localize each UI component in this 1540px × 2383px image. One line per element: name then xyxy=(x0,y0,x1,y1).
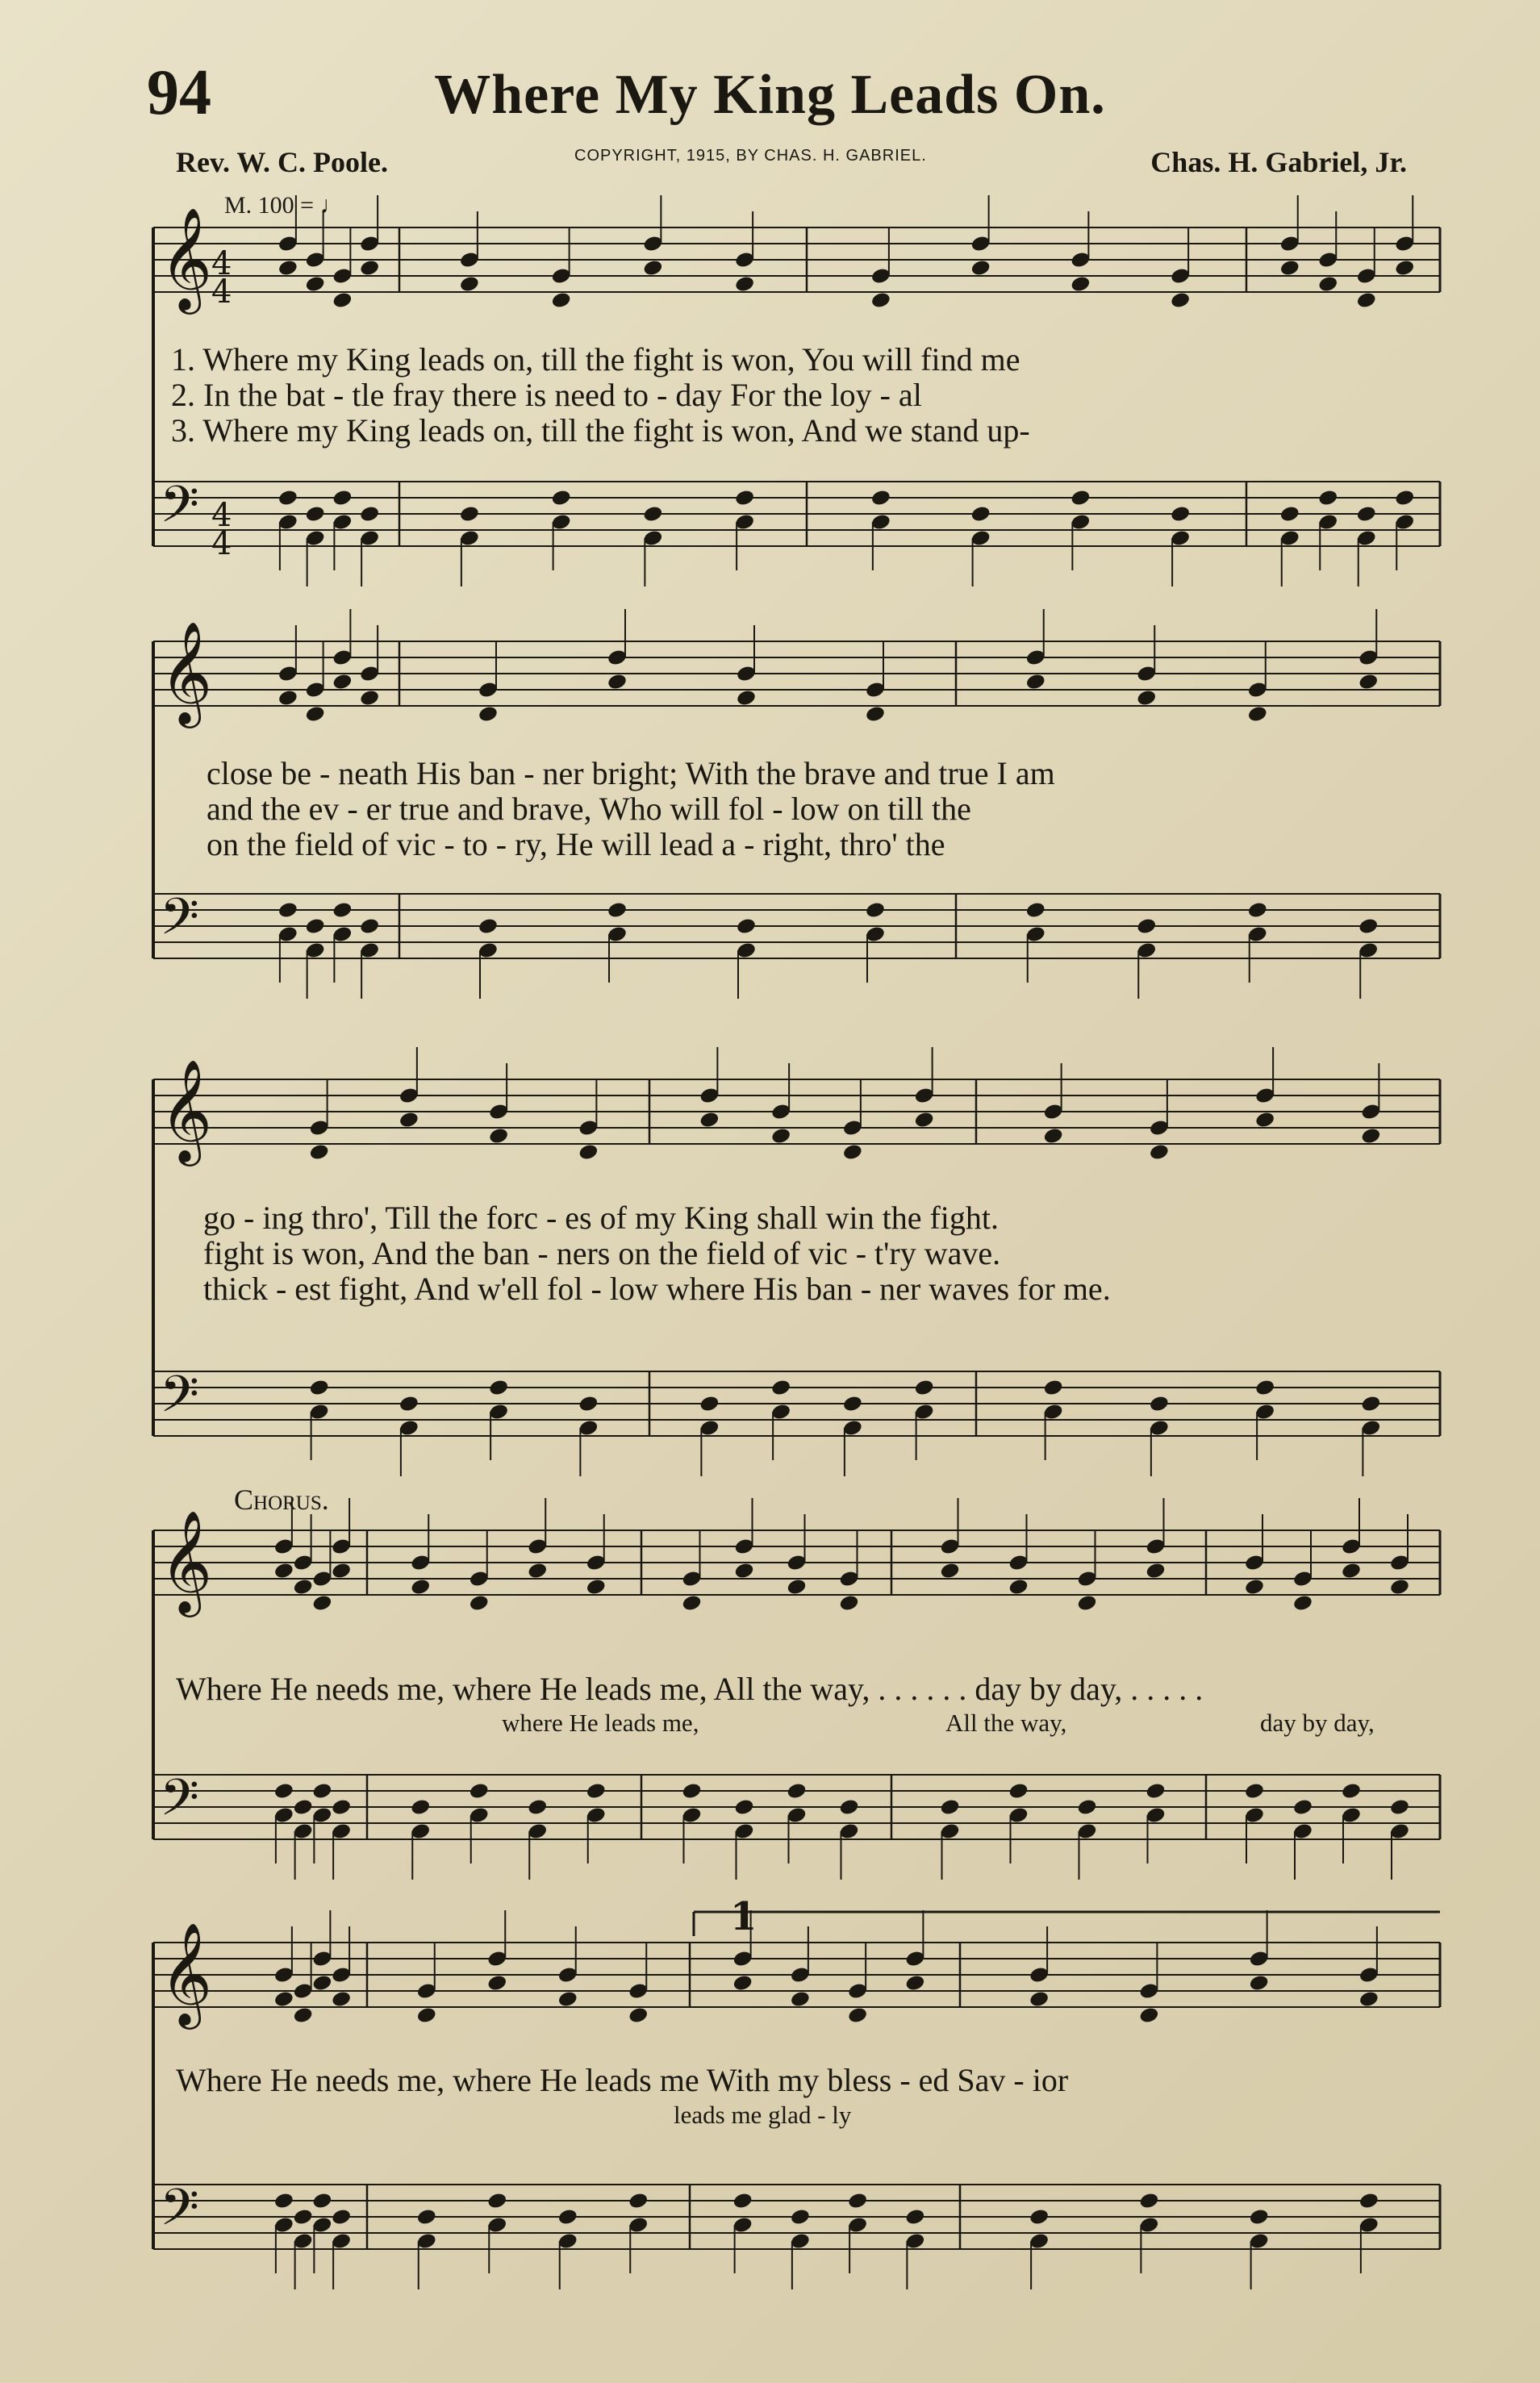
bass-clef-icon: 𝄢 xyxy=(160,2177,199,2249)
notehead xyxy=(939,1798,960,1817)
time-signature-top: 4 xyxy=(211,245,232,282)
notehead xyxy=(786,1578,807,1596)
notehead xyxy=(1043,1379,1064,1397)
notehead xyxy=(359,917,380,936)
notehead xyxy=(970,259,991,278)
time-signature-bottom: 4 xyxy=(211,273,232,311)
notehead xyxy=(311,2192,332,2210)
notehead xyxy=(478,705,499,724)
notehead xyxy=(865,705,886,724)
notehead xyxy=(607,901,628,920)
notehead xyxy=(733,1562,754,1580)
notehead xyxy=(642,505,663,524)
notehead xyxy=(628,2006,649,2025)
verse-2-line-1: 2. In the bat - tle fray there is need to - day For the loy - al xyxy=(171,377,922,413)
notehead xyxy=(1389,1578,1410,1596)
notehead xyxy=(681,1782,702,1801)
notehead xyxy=(1247,901,1268,920)
notehead xyxy=(578,1143,599,1162)
notehead xyxy=(305,505,326,524)
notehead xyxy=(1247,705,1268,724)
notehead xyxy=(278,901,298,920)
notehead xyxy=(1145,1562,1166,1580)
notehead xyxy=(1149,1395,1170,1413)
hymn-title: Where My King Leads On. xyxy=(434,64,1106,126)
notehead xyxy=(331,1562,352,1580)
notehead xyxy=(1356,291,1377,310)
notehead xyxy=(273,2192,294,2210)
notehead xyxy=(416,2208,437,2226)
copyright-notice: COPYRIGHT, 1915, BY CHAS. H. GABRIEL. xyxy=(574,147,927,165)
notehead xyxy=(1008,1782,1029,1801)
notehead xyxy=(488,1379,509,1397)
notehead xyxy=(1136,689,1157,707)
notehead xyxy=(1008,1578,1029,1596)
notehead xyxy=(790,1990,811,2009)
notehead xyxy=(399,1111,419,1129)
notehead xyxy=(607,673,628,691)
notehead xyxy=(469,1782,490,1801)
notehead xyxy=(842,1395,863,1413)
notehead xyxy=(331,1798,352,1817)
notehead xyxy=(847,2192,868,2210)
notehead xyxy=(1025,901,1046,920)
chorus-label: Chorus. xyxy=(234,1484,329,1516)
notehead xyxy=(1254,1111,1275,1129)
notehead xyxy=(273,1782,294,1801)
notehead xyxy=(527,1562,548,1580)
verse-1-line-3: go - ing thro', Till the forc - es of my King shall win the fight. xyxy=(203,1200,1000,1236)
notehead xyxy=(332,291,353,310)
notehead xyxy=(870,291,891,310)
notehead xyxy=(332,901,353,920)
notehead xyxy=(904,1974,925,1993)
notehead xyxy=(1292,1594,1313,1613)
notehead xyxy=(359,259,380,278)
notehead xyxy=(1149,1143,1170,1162)
notehead xyxy=(904,2208,925,2226)
time-signature-bottom: 4 xyxy=(211,525,232,562)
notehead xyxy=(1145,1782,1166,1801)
notehead xyxy=(557,1990,578,2009)
notehead xyxy=(628,2192,649,2210)
chorus-line-2: Where He needs me, where He leads me With my bless - ed Sav - ior xyxy=(176,2062,1069,2098)
treble-clef-icon: 𝄞 xyxy=(160,1922,213,2025)
chorus-line-1: Where He needs me, where He leads me, All the way, . . . . . . day by day, . . . . . xyxy=(176,1671,1204,1707)
notehead xyxy=(1389,1798,1410,1817)
notehead xyxy=(1029,1990,1050,2009)
notehead xyxy=(1356,505,1377,524)
notehead xyxy=(305,917,326,936)
notehead xyxy=(1138,2192,1159,2210)
notehead xyxy=(1070,489,1091,507)
notehead xyxy=(847,2006,868,2025)
notehead xyxy=(642,259,663,278)
notehead xyxy=(681,1594,702,1613)
notehead xyxy=(332,673,353,691)
notehead xyxy=(914,1111,935,1129)
verse-2-line-2: and the ev - er true and brave, Who will fol - low on till the xyxy=(207,791,971,827)
notehead xyxy=(1170,505,1191,524)
notehead xyxy=(586,1782,607,1801)
notehead xyxy=(1360,1395,1381,1413)
notehead xyxy=(732,2192,753,2210)
notehead xyxy=(273,1562,294,1580)
notehead xyxy=(488,1127,509,1146)
verse-1-line-1: 1. Where my King leads on, till the fight is won, You will find me xyxy=(171,341,1020,378)
notehead xyxy=(1317,275,1338,294)
notehead xyxy=(838,1594,859,1613)
notehead xyxy=(311,1594,332,1613)
notehead xyxy=(1279,259,1300,278)
notehead xyxy=(309,1379,330,1397)
notehead xyxy=(790,2208,811,2226)
notehead xyxy=(359,689,380,707)
notehead xyxy=(459,505,480,524)
notehead xyxy=(734,489,755,507)
notehead xyxy=(1358,2192,1379,2210)
first-ending-mark: 1 xyxy=(730,1894,757,1939)
notehead xyxy=(309,1143,330,1162)
notehead xyxy=(311,1782,332,1801)
treble-clef-icon: 𝄞 xyxy=(160,1509,213,1613)
composer-credit: Chas. H. Gabriel, Jr. xyxy=(1150,146,1407,178)
notehead xyxy=(331,1990,352,2009)
notehead xyxy=(770,1379,791,1397)
notehead xyxy=(469,1594,490,1613)
notehead xyxy=(1292,1798,1313,1817)
notehead xyxy=(1254,1379,1275,1397)
notehead xyxy=(332,489,353,507)
chorus-echo-2: All the way, xyxy=(945,1709,1067,1737)
notehead xyxy=(293,2208,314,2226)
notehead xyxy=(331,2208,352,2226)
notehead xyxy=(770,1127,791,1146)
notehead xyxy=(734,275,755,294)
verse-2-line-3: fight is won, And the ban - ners on the field of vic - t'ry wave. xyxy=(203,1235,1001,1271)
treble-clef-icon: 𝄞 xyxy=(160,620,213,724)
notehead xyxy=(293,1578,314,1596)
notehead xyxy=(551,291,572,310)
notehead xyxy=(1317,489,1338,507)
treble-clef-icon: 𝄞 xyxy=(160,1058,213,1162)
notehead xyxy=(410,1578,431,1596)
notehead xyxy=(1029,2208,1050,2226)
notehead xyxy=(278,489,298,507)
verse-3-line-1: 3. Where my King leads on, till the fight is won, And we stand up- xyxy=(171,412,1030,449)
notehead xyxy=(1076,1798,1097,1817)
notehead xyxy=(699,1395,720,1413)
notehead xyxy=(1341,1782,1362,1801)
notehead xyxy=(1358,917,1379,936)
notehead xyxy=(699,1111,720,1129)
notehead xyxy=(410,1798,431,1817)
chorus-echo-1: where He leads me, xyxy=(502,1709,699,1737)
notehead xyxy=(359,505,380,524)
notehead xyxy=(273,1990,294,2009)
notehead xyxy=(486,2192,507,2210)
chorus-echo-3: day by day, xyxy=(1260,1709,1375,1737)
verse-3-line-3: thick - est fight, And w'ell fol - low where His ban - ner waves for me. xyxy=(203,1271,1111,1307)
notehead xyxy=(939,1562,960,1580)
notehead xyxy=(736,689,757,707)
notehead xyxy=(970,505,991,524)
treble-clef-icon: 𝄞 xyxy=(160,207,213,310)
notehead xyxy=(1244,1782,1265,1801)
notehead xyxy=(278,689,298,707)
notehead xyxy=(1043,1127,1064,1146)
notehead xyxy=(1025,673,1046,691)
notehead xyxy=(1358,673,1379,691)
notehead xyxy=(870,489,891,507)
notehead xyxy=(557,2208,578,2226)
notehead xyxy=(1360,1127,1381,1146)
notehead xyxy=(1358,1990,1379,2009)
notehead xyxy=(1136,917,1157,936)
bass-clef-icon: 𝄢 xyxy=(160,1364,199,1436)
notehead xyxy=(486,1974,507,1993)
notehead xyxy=(551,489,572,507)
notehead xyxy=(305,705,326,724)
notehead xyxy=(1341,1562,1362,1580)
notehead xyxy=(838,1798,859,1817)
notehead xyxy=(311,1974,332,1993)
notehead xyxy=(478,917,499,936)
notehead xyxy=(278,259,298,278)
notehead xyxy=(865,901,886,920)
notehead xyxy=(914,1379,935,1397)
notehead xyxy=(1249,2208,1270,2226)
notehead xyxy=(293,2006,314,2025)
notehead xyxy=(1394,259,1415,278)
notehead xyxy=(578,1395,599,1413)
bass-clef-icon: 𝄢 xyxy=(160,1767,199,1839)
lyricist-credit: Rev. W. C. Poole. xyxy=(176,146,389,178)
notehead xyxy=(1279,505,1300,524)
verse-3-line-2: on the field of vic - to - ry, He will lead a - right, thro' the xyxy=(207,826,945,862)
notehead xyxy=(1394,489,1415,507)
notehead xyxy=(459,275,480,294)
notehead xyxy=(527,1798,548,1817)
notehead xyxy=(416,2006,437,2025)
notehead xyxy=(399,1395,419,1413)
notehead xyxy=(1170,291,1191,310)
bass-clef-icon: 𝄢 xyxy=(160,474,199,546)
notehead xyxy=(586,1578,607,1596)
notehead xyxy=(1138,2006,1159,2025)
notehead xyxy=(1070,275,1091,294)
notehead xyxy=(733,1798,754,1817)
notehead xyxy=(1244,1578,1265,1596)
notehead xyxy=(786,1782,807,1801)
notehead xyxy=(1076,1594,1097,1613)
notehead xyxy=(732,1974,753,1993)
bass-clef-icon: 𝄢 xyxy=(160,887,199,958)
notehead xyxy=(305,275,326,294)
chorus-echo-4: leads me glad - ly xyxy=(674,2101,852,2129)
tempo-marking: M. 100 = ♩ xyxy=(224,192,344,219)
verse-1-line-2: close be - neath His ban - ner bright; With the brave and true I am xyxy=(207,755,1055,791)
notehead xyxy=(293,1798,314,1817)
notehead xyxy=(842,1143,863,1162)
notehead xyxy=(736,917,757,936)
time-signature-top: 4 xyxy=(211,497,232,534)
notehead xyxy=(1249,1974,1270,1993)
hymn-number: 94 xyxy=(147,57,211,128)
